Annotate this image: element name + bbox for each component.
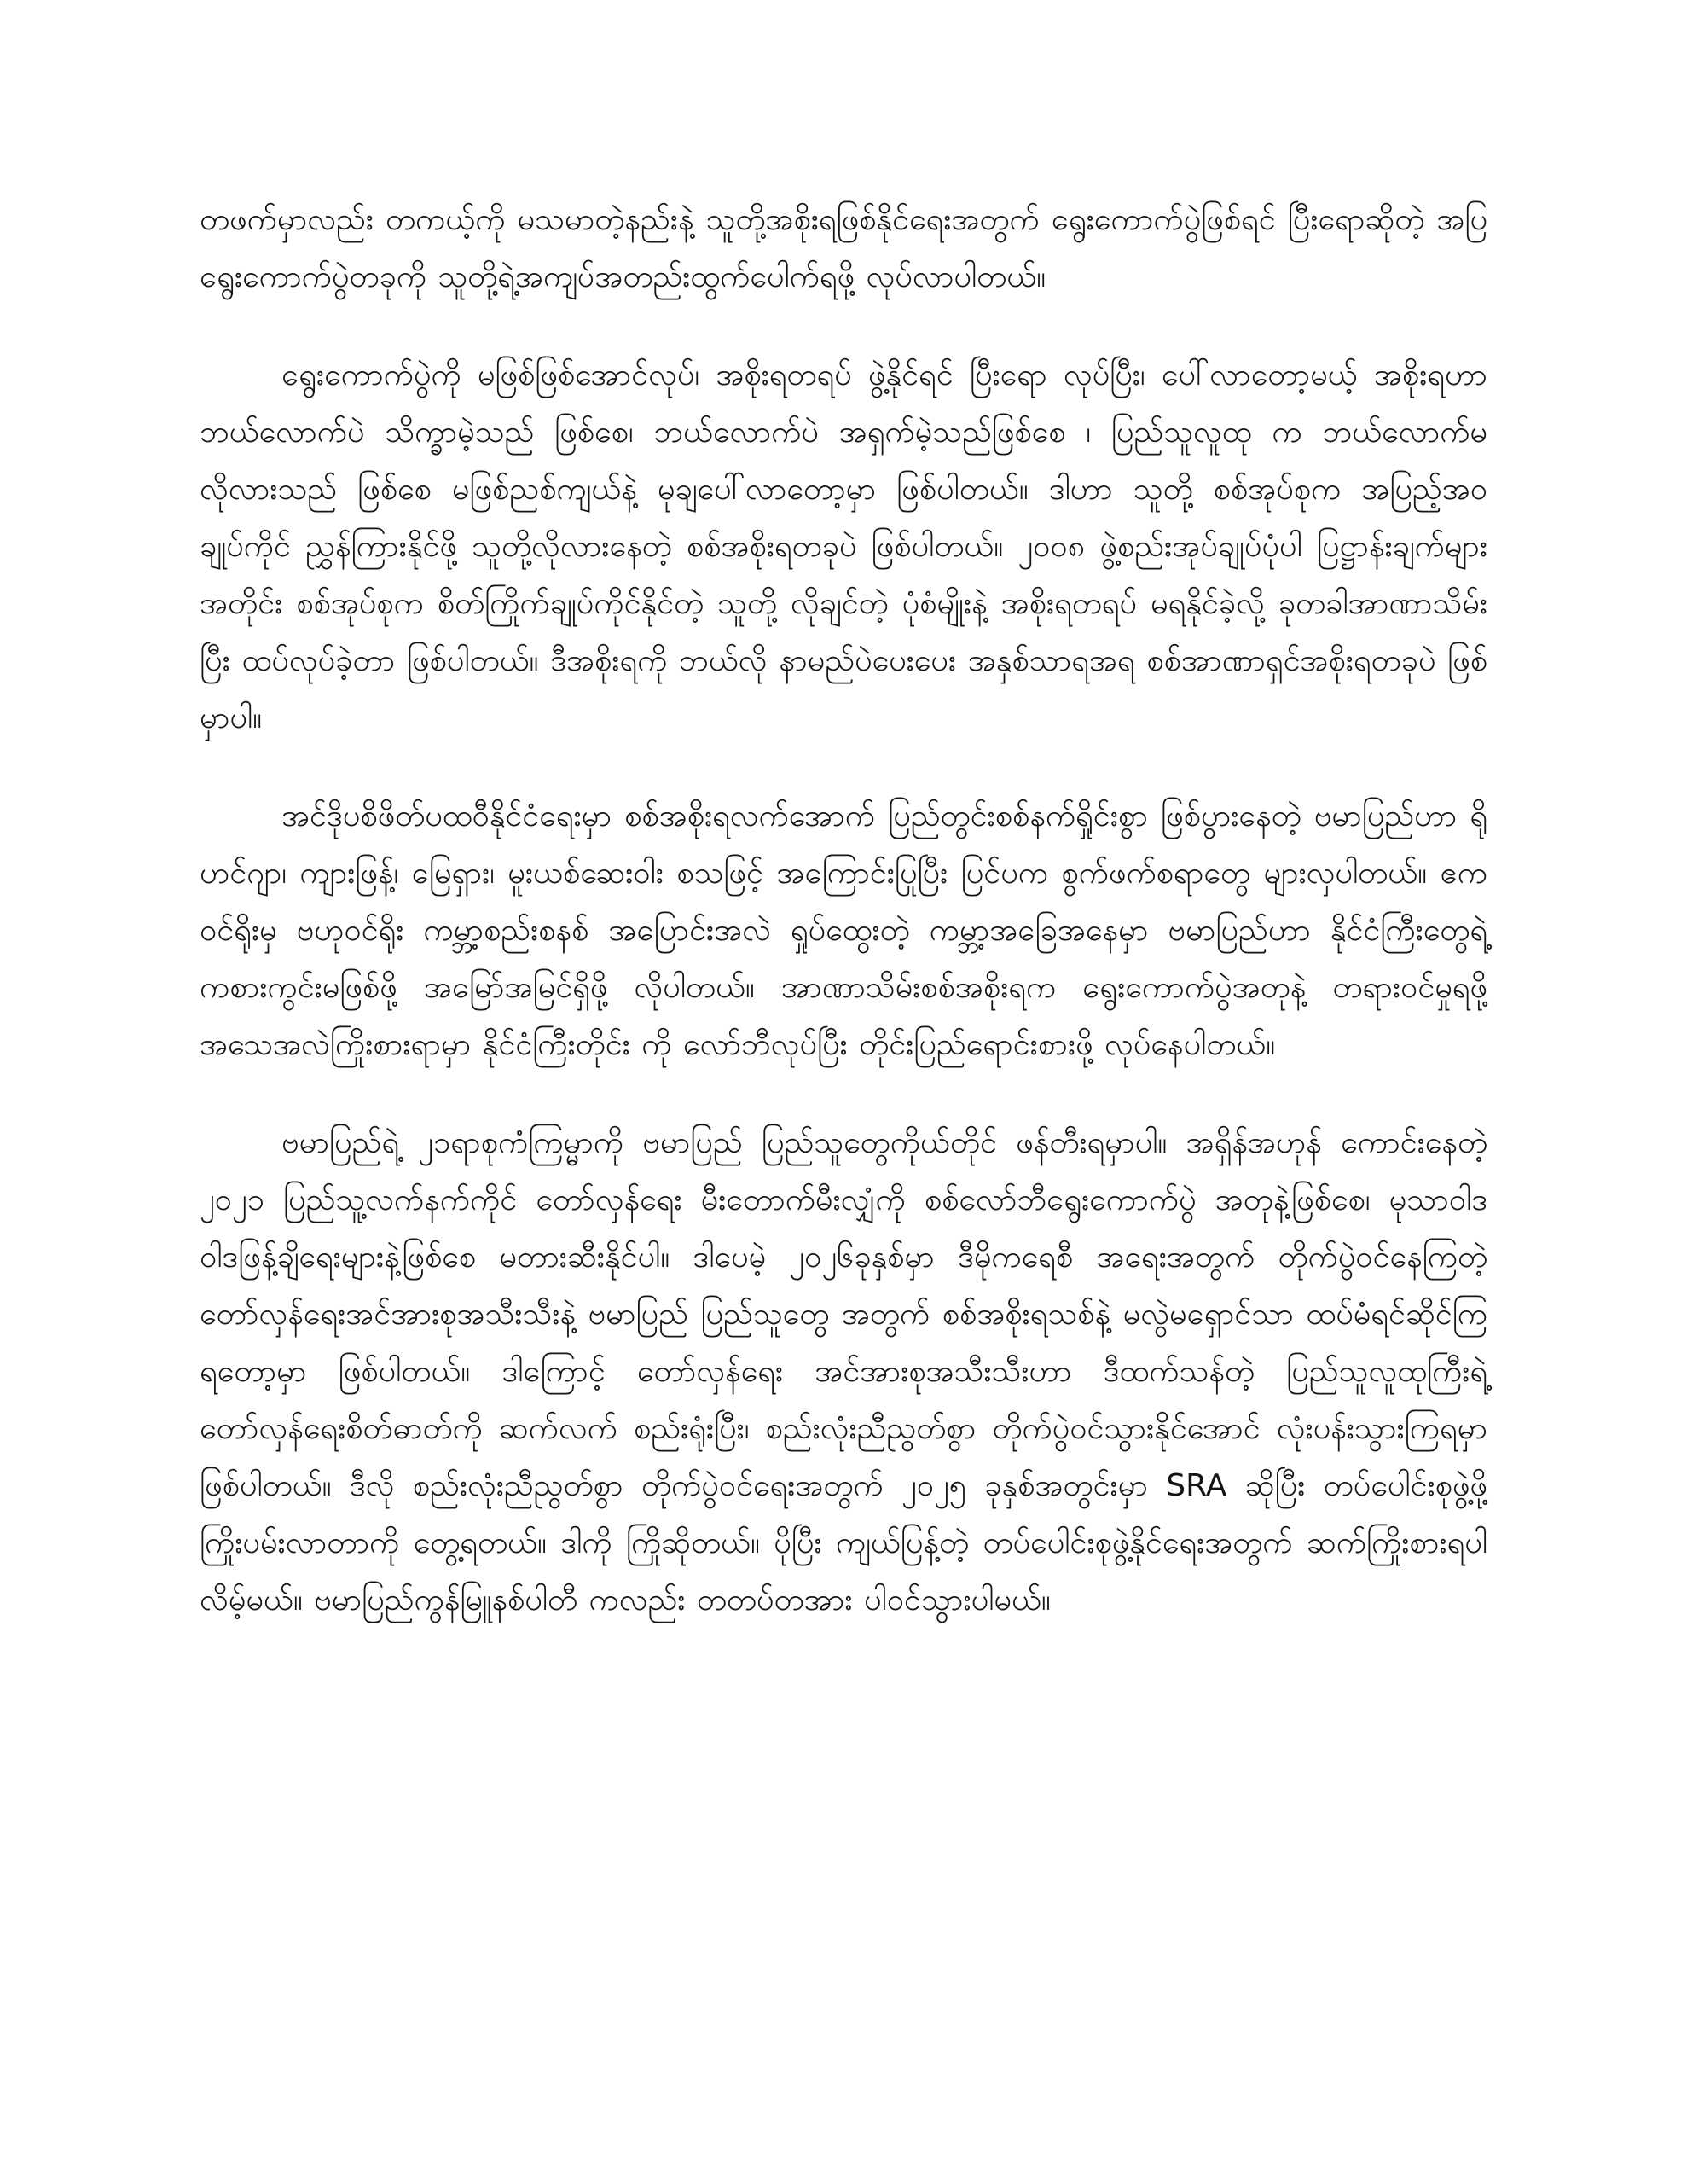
paragraph-2: ရွေးကောက်ပွဲကို မဖြစ်ဖြစ်အောင်လုပ်၊ အစိုးရတရပ် ဖွဲ့နိုင်ရင် ပြီးရော လုပ်ပြီး၊ ပေါ်လာတော့မယ့် အစိုးရဟာ ဘယ်လောက်ပဲ သိက္ခာမဲ့သည် ဖြစ်စေ၊ ဘယ်လောက်ပဲ အရှက်မဲ့သည်ဖြစ်စေ ၊ ပြည်သူလူထု က ဘယ်လောက်မလိုလားသည် ဖြစ်စေ မဖြစ်ညစ်ကျယ်နဲ့ မုချပေါ်လာတော့မှာ ဖြစ်ပါတယ်။ ဒါဟာ သူတို့ စစ်အုပ်စုက အပြည့်အဝ ချုပ်ကိုင် ညွှန်ကြားနိုင်ဖို့ သူတို့လိုလားနေတဲ့ စစ်အစိုးရတခုပဲ ဖြစ်ပါတယ်။ ၂၀၀၈ ဖွဲ့စည်းအုပ်ချုပ်ပုံပါ ပြဋ္ဌာန်းချက်များအတိုင်း စစ်အုပ်စုက စိတ်ကြိုက်ချုပ်ကိုင်နိုင်တဲ့ သူတို့ လိုချင်တဲ့ ပုံစံမျိုးနဲ့ အစိုးရတရပ် မရနိုင်ခဲ့လို့ ခုတခါအာဏာသိမ်းပြီး ထပ်လုပ်ခဲ့တာ ဖြစ်ပါတယ်။ ဒီအစိုးရကို ဘယ်လို နာမည်ပဲပေးပေး အနှစ်သာရအရ စစ်အာဏာရှင်အစိုးရတခုပဲ ဖြစ်မှာပါ။ <box>200 357 1487 735</box>
paragraph-4: ဗမာပြည်ရဲ့ ၂၁ရာစုကံကြမ္မာကို ဗမာပြည် ပြည်သူတွေကိုယ်တိုင် ဖန်တီးရမှာပါ။ အရှိန်အဟုန် ကောင်းနေတဲ့ ၂၀၂၁ ပြည်သူ့လက်နက်ကိုင် တော်လှန်ရေး မီးတောက်မီးလျှံကို စစ်လော်ဘီရွေးကောက်ပွဲ အတုနဲ့ဖြစ်စေ၊ မုသာဝါဒ ဝါဒဖြန့်ချိရေးများနဲ့ဖြစ်စေ မတားဆီးနိုင်ပါ။ ဒါပေမဲ့ ၂၀၂၆ခုနှစ်မှာ ဒီမိုကရေစီ အရေးအတွက် တိုက်ပွဲဝင်နေကြတဲ့ တော်လှန်ရေးအင်အားစုအသီးသီးနဲ့ ဗမာပြည် ပြည်သူတွေ အတွက် စစ်အစိုးရသစ်နဲ့ မလွဲမရှောင်သာ ထပ်မံရင်ဆိုင်ကြရတော့မှာ ဖြစ်ပါတယ်။ ဒါကြောင့် တော်လှန်ရေး အင်အားစုအသီးသီးဟာ ဒီထက်သန်တဲ့ ပြည်သူလူထုကြီးရဲ့ တော်လှန်ရေးစိတ်ဓာတ်ကို ဆက်လက် စည်းရုံးပြီး၊ စည်းလုံးညီညွတ်စွာ တိုက်ပွဲဝင်သွားနိုင်အောင် လုံးပန်းသွားကြရမှာ ဖြစ်ပါတယ်။ ဒီလို စည်းလုံးညီညွတ်စွာ တိုက်ပွဲဝင်ရေးအတွက် ၂၀၂၅ ခုနှစ်အတွင်းမှာ SRA ဆိုပြီး တပ်ပေါင်းစုဖွဲ့ဖို့ ကြိုးပမ်းလာတာကို တွေ့ရတယ်။ ဒါကို ကြိုဆိုတယ်။ ပိုပြီး ကျယ်ပြန့်တဲ့ တပ်ပေါင်းစုဖွဲ့နိုင်ရေးအတွက် ဆက်ကြိုးစားရပါလိမ့်မယ်။ ဗမာပြည်ကွန်မြူနစ်ပါတီ ကလည်း တတပ်တအား ပါဝင်သွားပါမယ်။ <box>200 1125 1487 1618</box>
paragraph-1: တဖက်မှာလည်း တကယ့်ကို မသမာတဲ့နည်းနဲ့ သူတို့အစိုးရဖြစ်နိုင်ရေးအတွက် ရွေးကောက်ပွဲဖြစ်ရင် ပြီးရောဆိုတဲ့ အပြရွေးကောက်ပွဲတခုကို သူတို့ရဲ့အကျပ်အတည်းထွက်ပေါက်ရဖို့ လုပ်လာပါတယ်။ <box>200 202 1487 294</box>
paragraph-3: အင်ဒိုပစိဖိတ်ပထဝီနိုင်ငံရေးမှာ စစ်အစိုးရလက်အောက် ပြည်တွင်းစစ်နက်ရှိုင်းစွာ ဖြစ်ပွားနေတဲ့ ဗမာပြည်ဟာ ရိုဟင်ဂျာ၊ ကျားဖြန့်၊ မြေရှား၊ မူးယစ်ဆေးဝါး စသဖြင့် အကြောင်းပြုပြီး ပြင်ပက စွက်ဖက်စရာတွေ များလှပါတယ်။ ဧကဝင်ရိုးမှ ဗဟုဝင်ရိုး ကမ္ဘာ့စည်းစနစ် အပြောင်းအလဲ ရှုပ်ထွေးတဲ့ ကမ္ဘာ့အခြေအနေမှာ ဗမာပြည်ဟာ နိုင်ငံကြီးတွေရဲ့ ကစားကွင်းမဖြစ်ဖို့ အမြော်အမြင်ရှိဖို့ လိုပါတယ်။ အာဏာသိမ်းစစ်အစိုးရက ရွေးကောက်ပွဲအတုနဲ့ တရားဝင်မှုရဖို့ အသေအလဲကြိုးစားရာမှာ နိုင်ငံကြီးတိုင်း ကို လော်ဘီလုပ်ပြီး တိုင်းပြည်ရောင်းစားဖို့ လုပ်နေပါတယ်။ <box>200 799 1487 1062</box>
body-text <box>200 191 1487 1629</box>
